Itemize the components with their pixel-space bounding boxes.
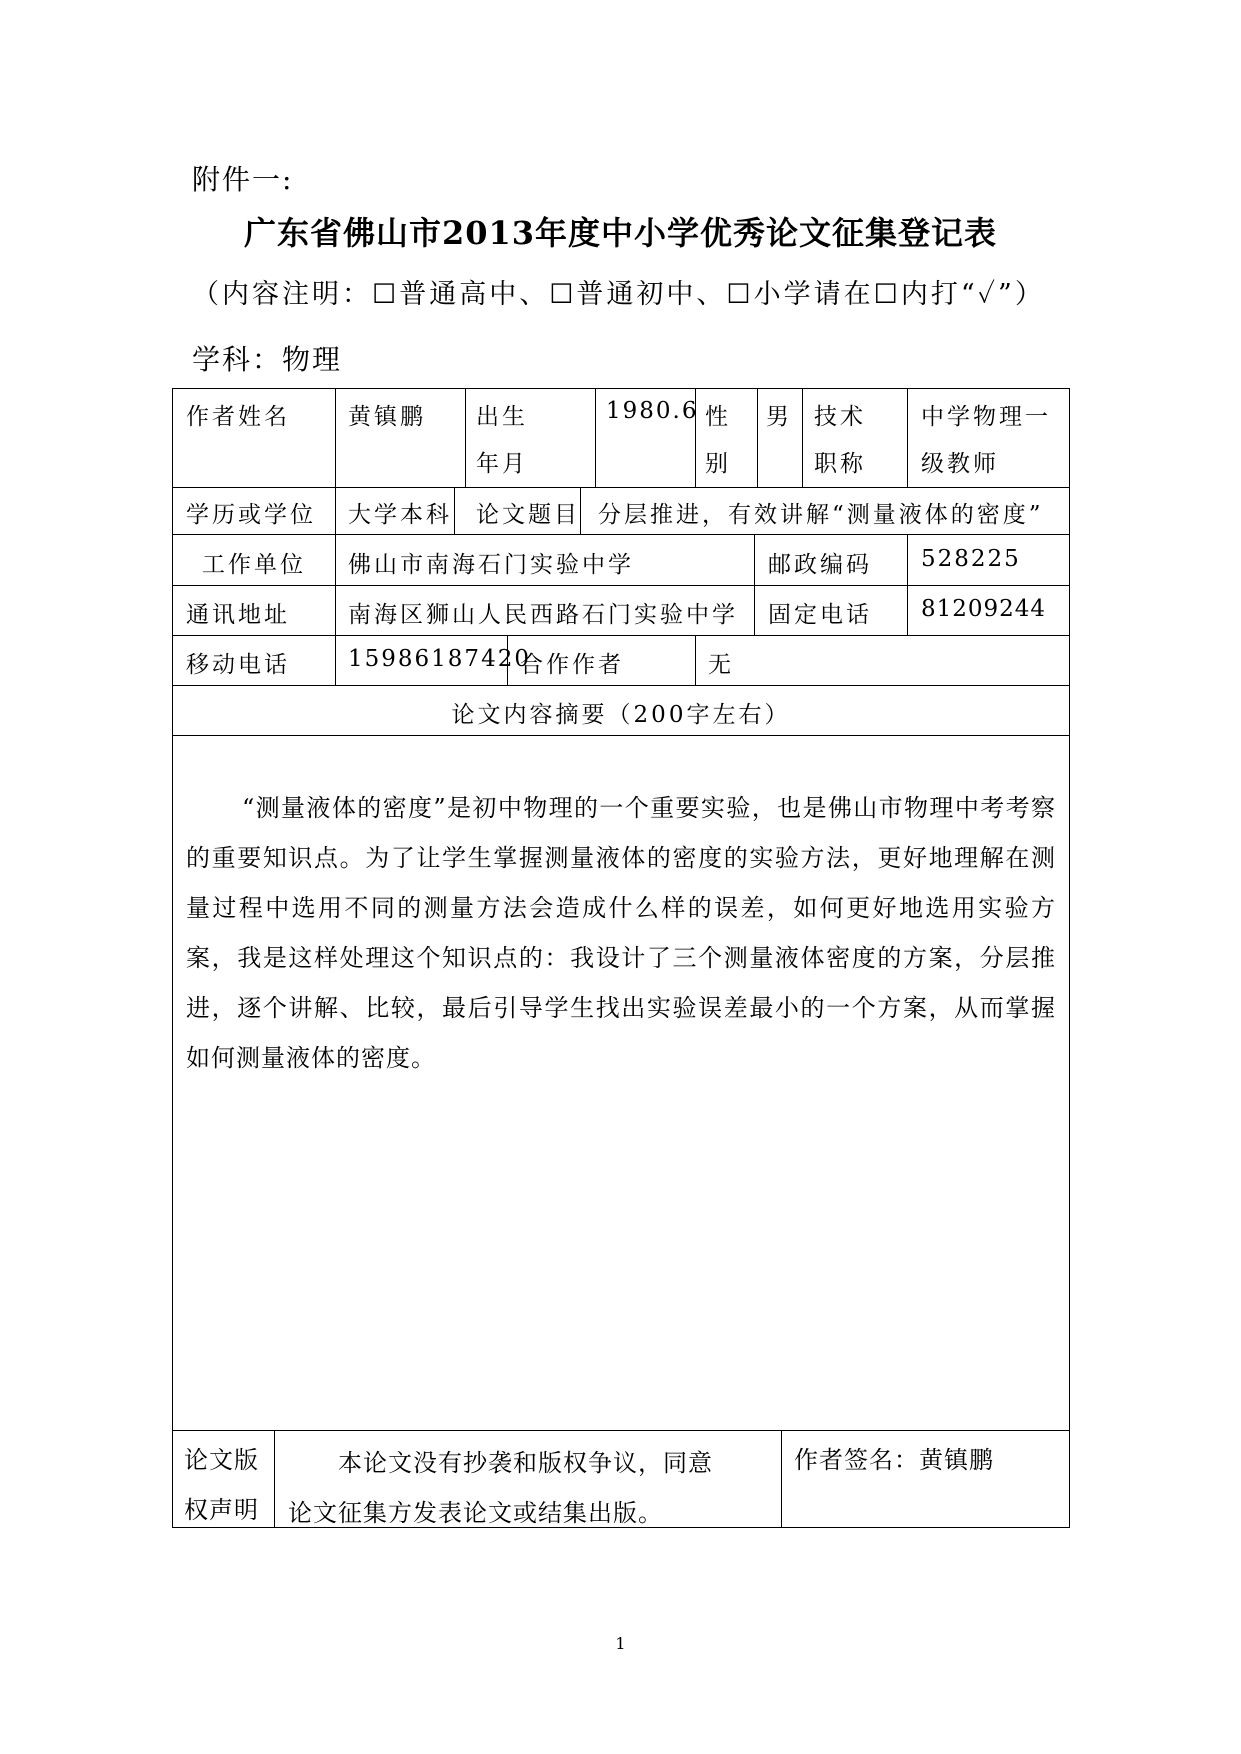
degree-label: 学历或学位 (186, 502, 316, 528)
col-divider (781, 1430, 782, 1527)
col-divider (335, 388, 336, 685)
form-border-left (172, 388, 173, 1528)
row-divider (172, 685, 1070, 686)
subject-line (192, 338, 342, 378)
professional-title-label: 职称 (814, 451, 866, 477)
landline-label: 固定电话 (768, 602, 872, 628)
row-divider (172, 585, 1070, 586)
author-name-value: 黄镇鹏 (348, 404, 426, 430)
birth-value: 1980.6 (606, 398, 699, 424)
paper-title-label: 论文题目 (476, 502, 580, 528)
col-divider (754, 534, 755, 635)
form-border-right (1069, 388, 1070, 1528)
copyright-declaration-label: 权声明 (184, 1496, 259, 1524)
col-divider (595, 388, 596, 487)
col-divider (757, 388, 758, 487)
coauthor-label: 合作作者 (520, 652, 624, 678)
birth-label: 年月 (476, 451, 528, 477)
col-divider (580, 487, 581, 534)
paper-title-value: 分层推进，有效讲解“测量液体的密度” (598, 502, 1044, 528)
page-number: 1 (615, 1634, 626, 1653)
professional-title-value: 中学物理一 (921, 404, 1051, 430)
work-unit-value: 佛山市南海石门实验中学 (348, 552, 634, 578)
col-divider (907, 388, 908, 487)
col-divider (907, 534, 908, 635)
address-value: 南海区狮山人民西路石门实验中学 (348, 602, 738, 628)
professional-title-label: 技术 (814, 404, 866, 430)
row-divider (172, 534, 1070, 535)
col-divider (695, 635, 696, 685)
row-divider (172, 635, 1070, 636)
author-signature: 作者签名：黄镇鹏 (794, 1446, 994, 1474)
subject-label: 学科： (192, 343, 283, 376)
degree-value: 大学本科 (348, 502, 452, 528)
work-unit-label: 工作单位 (202, 552, 306, 578)
col-divider (465, 388, 466, 487)
address-label: 通讯地址 (186, 602, 290, 628)
col-divider (802, 388, 803, 487)
row-divider (172, 1430, 1070, 1431)
gender-value: 男 (766, 404, 792, 430)
professional-title-value: 级教师 (921, 451, 999, 477)
copyright-declaration-text: 本论文没有抄袭和版权争议，同意论文征集方发表论文或结集出版。 (288, 1449, 713, 1527)
col-divider (274, 1430, 275, 1527)
birth-label: 出生 (476, 404, 528, 430)
gender-label: 别 (705, 451, 731, 477)
author-name-label: 作者姓名 (186, 404, 290, 430)
row-divider (172, 735, 1070, 736)
coauthor-value: 无 (708, 652, 734, 678)
copyright-declaration-label: 论文版 (184, 1446, 259, 1474)
summary-text: “测量液体的密度”是初中物理的一个重要实验，也是佛山市物理中考考察的重要知识点。为了让学生掌握测量液体的密度的实验方法，更好地理解在测量过程中选用不同的测量方法会造成什么样的误差，如何更好地选用实验方案，我是这样处理这个知识点的：我设计了三个测量液体密度的方案，分层推进，逐个讲解、比较，最后引导学生找出实验误差最小的一个方案，从而掌握如何测量液体的密度。 (186, 794, 1056, 1072)
row-divider (172, 487, 1070, 488)
page-title: 广东省佛山市2013年度中小学优秀论文征集登记表 (243, 214, 998, 252)
subject-value: 物理 (282, 343, 343, 376)
attachment-label: 附件一: (192, 163, 294, 196)
landline-value: 81209244 (921, 596, 1047, 622)
postcode-value: 528225 (921, 546, 1021, 572)
form-border-top (172, 388, 1070, 389)
gender-label: 性 (705, 404, 731, 430)
col-divider (454, 487, 455, 534)
postcode-label: 邮政编码 (768, 552, 872, 578)
summary-header: 论文内容摘要（200字左右） (451, 702, 791, 728)
content-note: （内容注明：☐普通高中、☐普通初中、☐小学请在☐内打“✓”） (192, 279, 1045, 310)
mobile-value: 15986187420 (348, 646, 531, 672)
registration-form (172, 388, 1070, 1528)
mobile-label: 移动电话 (186, 652, 290, 678)
